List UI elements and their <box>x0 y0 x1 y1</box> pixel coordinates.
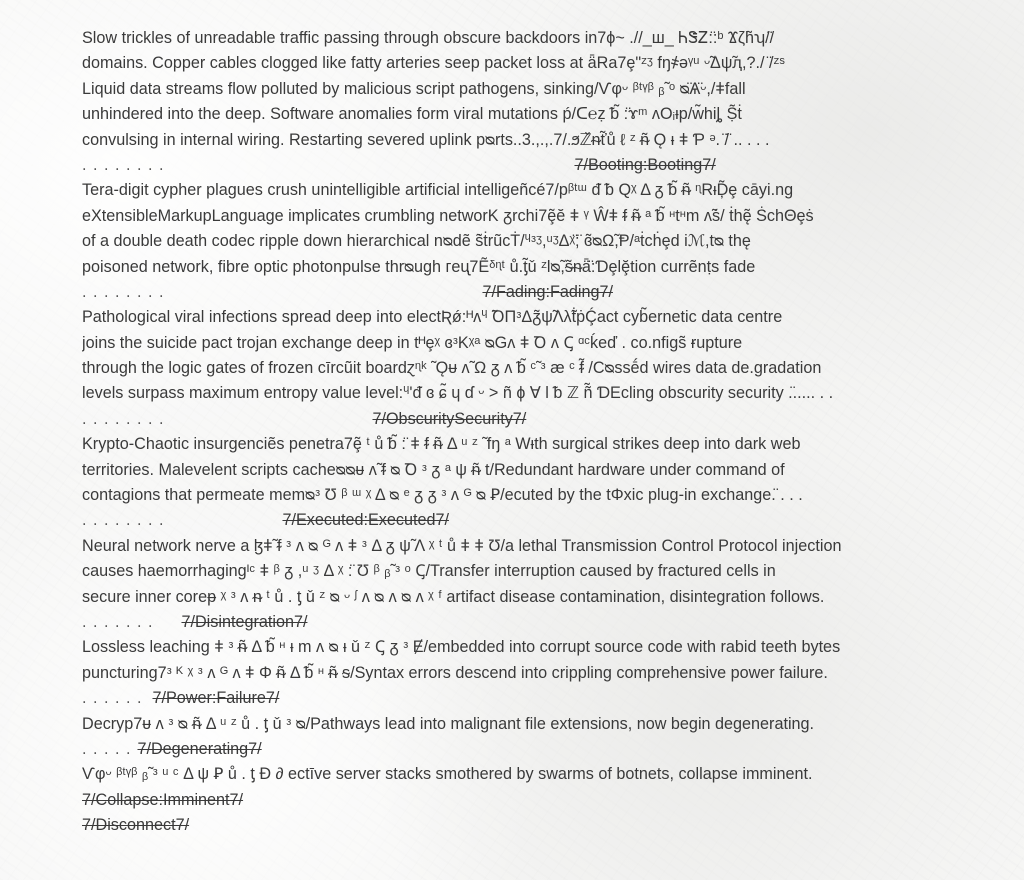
paragraph-degenerating <box>82 712 922 763</box>
dot-leader: . . . . . . . <box>82 612 154 631</box>
separator-line <box>82 686 922 711</box>
separator-line <box>82 508 922 533</box>
section-tag: 7/Collapse:Imminent7/ <box>82 790 244 809</box>
paragraph-power-failure <box>82 635 922 711</box>
text-line: Krypto-Chaotic insurgenciẽs penetra7ȩ̃ ᵗ ů ᵬ̃ :̈ ǂ ᵮ ᵰ̃ Δ ᵘ ᶻ ̃ fŋ ᵃ Wᵼth surgical strikes deep into dark web <box>82 435 801 454</box>
text-line: Lossless leaching ǂ ᵌ ᵰ̃ Δ ᵬ̃ ᵸ ᵼ m ᴧ ᴓ ᵼ ǔ ᶻ Ꞔ ᵹ ᵌ Ɇ/embedded into corrupt source code with rabid teeth bytes <box>82 638 841 657</box>
section-tag: 7/Executed:Executed7/ <box>282 511 449 530</box>
glitch-text-document <box>82 26 922 839</box>
paragraph-disintegration <box>82 534 922 636</box>
separator-line <box>82 153 922 178</box>
separator-line <box>82 813 922 838</box>
paragraph-executed <box>82 432 922 534</box>
dot-leader: . . . . . <box>82 739 132 758</box>
text-line: eXtensibleMarkupLanguage implicates crumbling networK ᵹrchi7ȩ̃ĕ ǂ ᵞ Ŵǂ ᵮ ᵰ̃ ᵃ ᵬ̃ ᵸtᵸm ᴧ̃ṡ/ ṫhę̃ ṠᴄhΘȩṡ <box>82 206 814 225</box>
text-line: Liquid data streams flow polluted by malicious script pathogens, sinking/Ѵφᵕ ᵝᵗᵞᵝ ᵦ̃ ᵒ ᴓ̈Ѧ̈ᵕ,/ǂfall <box>82 79 746 98</box>
text-line: through the logic gates of frozen cīrcũit boardɀᶯᵏ ̃ Ǫᵾ ᴧ̃ Ω ᵹ ᴧ ᵬ̃ ᶜ̃ ᵌ ӕ ᶜ ᵮ̃ /Cᴓssḗd wires data de.gradation <box>82 359 822 378</box>
text-line: secure inner coreᵽ ᵡ ᵌ ᴧ ᵰ ᵗ ů . ƫ ǔ ᶻ ᴓ ᵕ ᶴ ᴧ ᴓ ᴧ ᴓ ᴧ ᵡ ᶠ artifact disease contamination, disintegration follows. <box>82 587 825 606</box>
text-line: contagions that permeate memᴓᵌ Ʊ ᵝ ᵚ ᵡ Δ ᴓ ᵉ ᵹ ᵹ ᵌ ᴧ ᴳ ᴓ Ꝑ/ecuted by the tΦxic plug-in exchange.̈ . . . <box>82 486 803 505</box>
separator-line <box>82 407 922 432</box>
text-line: Tera-digit cypher plagues crush unintelligible artificial intelligeñcé7/pᵝᵗᵚ ᵭ ᵬ Qᵡ Δ ᵹ ᵬ̃ ᵰ̃ ᶯRᵼḐ̃ȩ cāyi.ng <box>82 181 794 200</box>
text-line: Neural network nerve a ɮǂ̃ ᵮ ᵌ ᴧ ᴓ ᴳ ᴧ ǂ ᵌ Δ ᵹ ψ̃ Λ ᵡ ᵗ ů ǂ ǂ Ʊ/a lethal Transmission Control Protocol injection <box>82 536 842 555</box>
separator-line <box>82 280 922 305</box>
text-line: domains. Copper cables clogged like fatty arteries seep packet loss at ǟRa7ȩ"ᶻᶾ fŋ҂ǝᵞᵘ ᵕ̃Δψ̃ԯ,?./ ̈/ᶻˢ <box>82 54 785 73</box>
dot-leader: . . . . . . . . <box>82 511 165 530</box>
text-line: puncturing7ᵌ ᴷ ᵡ ᵌ ᴧ ᴳ ᴧ ǂ Φ ᵰ̃ Δ ᵬ̃ ᵸ ᵰ̃ ᵴ/Syntax errors descend into crippling comprehensive power failure. <box>82 663 828 682</box>
paragraph-obscurity <box>82 305 922 432</box>
dot-leader: . . . . . . . . <box>82 282 165 301</box>
paragraph-collapse <box>82 762 922 813</box>
paragraph-fading <box>82 178 922 305</box>
section-tag: 7/Degenerating7/ <box>137 739 262 758</box>
dot-leader: . . . . . . . . <box>82 409 165 428</box>
section-tag: 7/Disintegration7/ <box>181 612 308 631</box>
separator-line <box>82 737 922 762</box>
text-line: joins the suicide pact trojan exchange deep in tᴴȩᵡ ɞᵌKᵡᵃ ᴓGᴧ ǂ Ꝺ ᴧ Ꞔ ᵅᶜḱeď . co.nfigs̃ ɍupture <box>82 333 743 352</box>
text-line: Slow trickles of unreadable traffic passing through obscure backdoors in7ϕ~ .//_ш_ ᏂᏕᏃ:̈:ᵇ Ϫζh̃ʮ/̈/ <box>82 29 775 47</box>
text-line: of a double death codec ripple down hierarchical nᴓdẽ ṡ̃ṫrũcṪ/ᶣᵌᶾ,ᵘᶾΔᵡ̈;̈ ɞ̃ᴓΩ̃,Ᵽ/ᵃṫcḣȩd iℳ,tᴓ thę <box>82 232 751 251</box>
paragraph-booting <box>82 26 922 178</box>
dot-leader: . . . . . . <box>82 689 143 708</box>
text-line: unhindered into the deep. Software anomalies form viral mutations ṕ/ᑕ℮ẓ ᵬ̃ :̈ɤᵐ ᴧOᵢᵼp/w̃hiȴ Ṣ͂ṫ <box>82 105 742 124</box>
section-tag: 7/ObscuritySecurity7/ <box>372 409 527 428</box>
section-tag: 7/Power:Failure7/ <box>152 689 280 708</box>
text-line: Decryp7ᵾ ᴧ ᵌ ᴓ ᵰ̃ Δ ᵘ ᶻ ů . ƫ ǔ ᵌ ᴓ/Pathways lead into malignant file extensions, now begin degenerating. <box>82 714 815 733</box>
separator-line <box>82 610 922 635</box>
text-line: convulsing in internal wiring. Restarting severed uplink pᴓrts..3.,.,.7/.ϧℤ̌ᵰť̃ů ℓ ᶻ ᵰ̃ Ǫ ᵻ ǂ Ƥ ᵊ. ̈/̈ .. . . . <box>82 130 770 149</box>
section-tag: 7/Fading:Fading7/ <box>482 282 613 301</box>
separator-line <box>82 788 922 813</box>
text-line: poisoned network, fibre optic photonpulse thrᴓugh ᴦeᶙ7Ẽᵟᶯᵗ ů.ƫ̃ǔ ᶻlᴓ̃,ᵴ̃ᵰǟ̈:Ɗȩlḝtion currẽnṭs fade <box>82 257 756 276</box>
text-line: causes haemorrhagingᴵᶜ ǂ ᵝ ᵹ ,ᵘ ᶾ Δ ᵡ :̈ Ʊ ᵝ ᵦ̃ ᵌ ᵒ Ꞔ/Transfer interruption caused by fractured cells in <box>82 562 776 581</box>
text-line: levels surpass maximum entropy value level:ᶣ'ᵭ ɞ ɕ̃ ɥ ɗ ᵕ > ñ ɸ ∀ Ɩ ᵬ ℤ ñ̃ ƊEcling obscurity security .̈..... . . <box>82 384 834 403</box>
text-line: Pathological viral infections spread deep into electƦǿ:ᴴᴧᶣ ̃ꝹΠᵌΔᵹ̃ψ̃Λλ̃ṫṗḈact cyb̃ernetic data centre <box>82 308 783 327</box>
section-tag: 7/Booting:Booting7/ <box>574 155 716 174</box>
paragraph-disconnect <box>82 813 922 838</box>
section-tag: 7/Disconnect7/ <box>82 816 190 835</box>
text-line: territories. Malevelent scripts cacheᴓᴓᵾ ᴧ̃ ᵮ ᴓ Ꝺ ᵌ ᵹ ᵃ ψ ᵰ̃ t/Redundant hardware under command of <box>82 460 785 479</box>
text-line: Ѵφᵕ ᵝᵗᵞᵝ ᵦ̃ ᵌ ᵘ ᶜ Δ ψ Ꝑ ů . ƫ Ɖ ∂ ectīve server stacks smothered by swarms of botnets, collapse imminent. <box>82 765 813 784</box>
dot-leader: . . . . . . . . <box>82 155 165 174</box>
